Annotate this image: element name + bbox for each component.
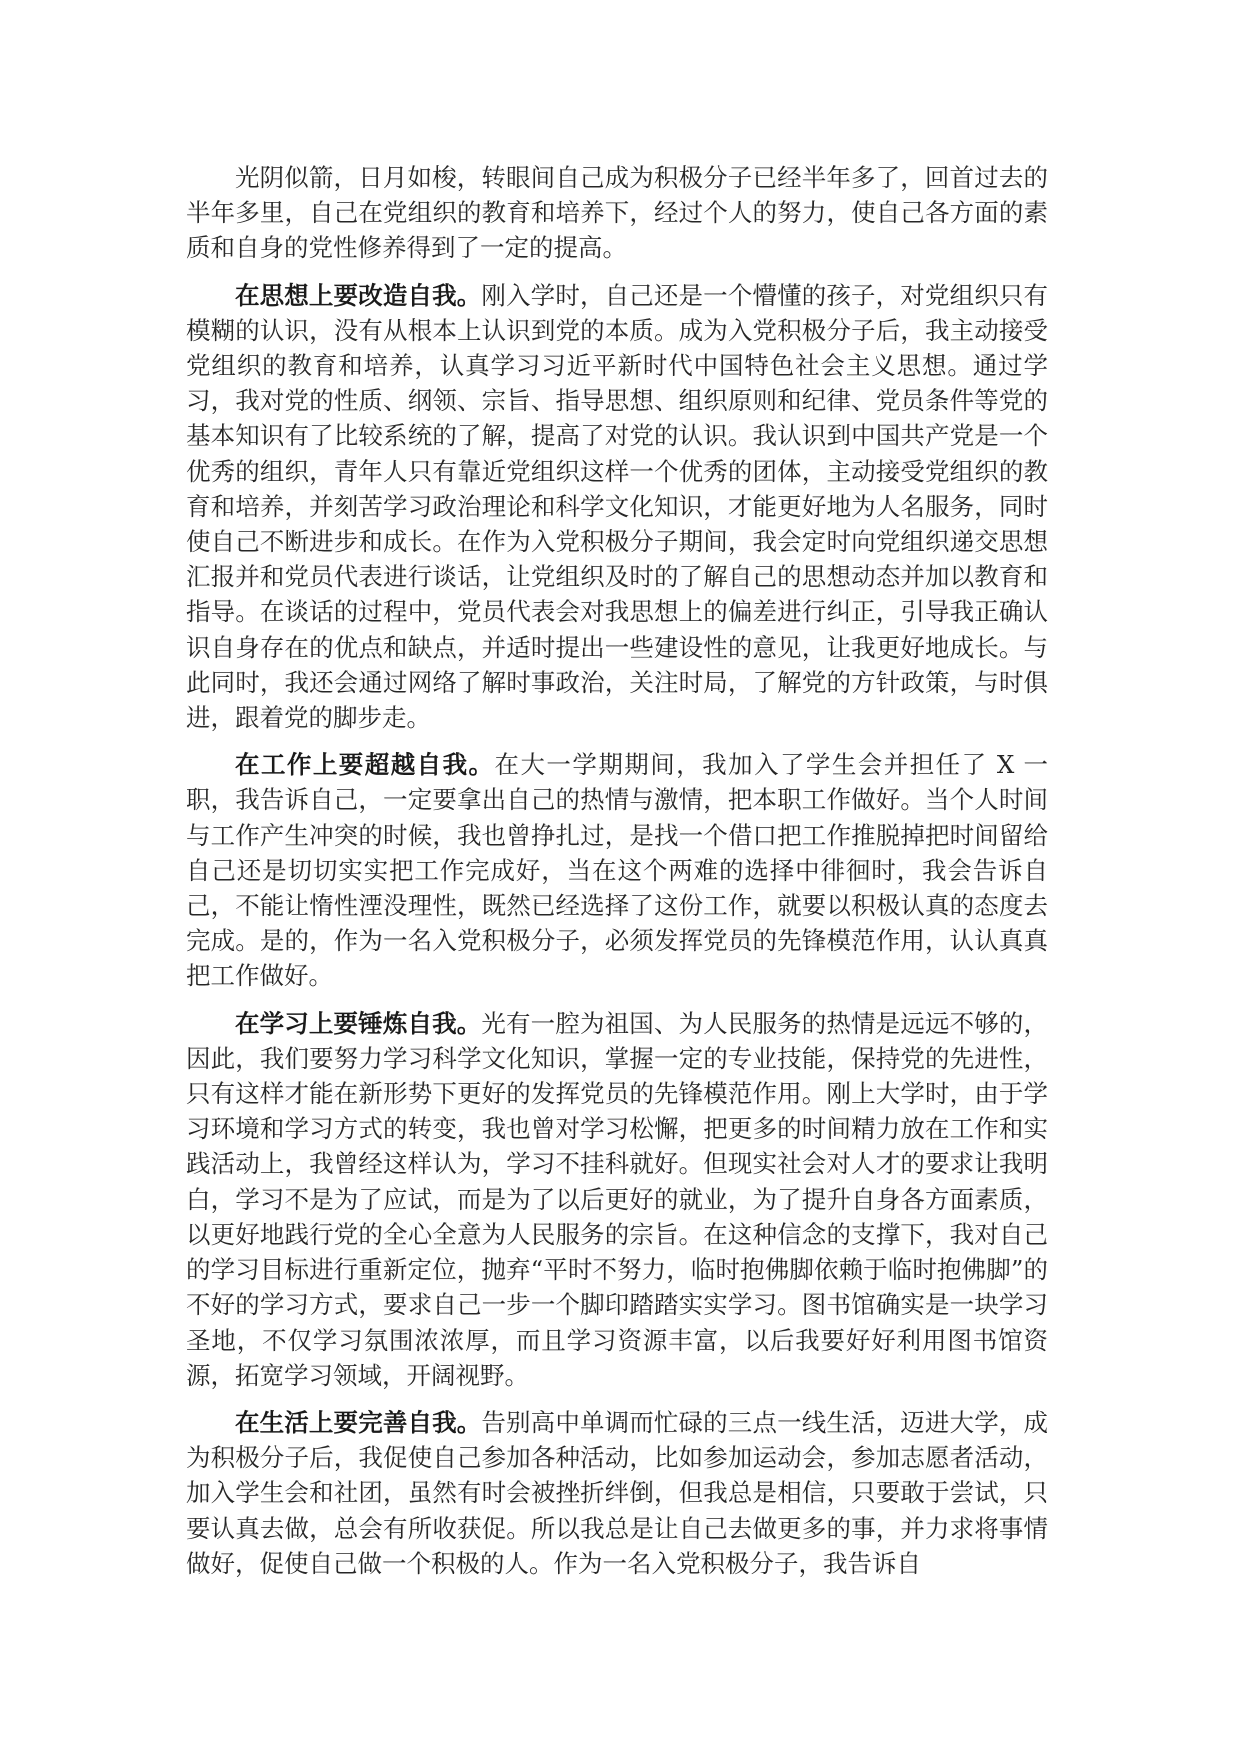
paragraph-study bbox=[186, 1006, 1048, 1393]
paragraph-text: 告别高中单调而忙碌的三点一线生活，迈进大学，成为积极分子后，我促使自己参加各种活动，比如参加运动会，参加志愿者活动，加入学生会和社团，虽然有时会被挫折绊倒，但我总是相信，只要敢于尝试，只要认真去做，总会有所收获促。所以我总是让自己去做更多的事，并力求将事情做好，促使自己做一个积极的人。作为一名入党积极分子，我告诉自 bbox=[186, 1407, 1048, 1578]
document-body bbox=[186, 160, 1048, 1593]
paragraph-heading: 在思想上要改造自我。 bbox=[235, 280, 482, 310]
paragraph-heading: 在生活上要完善自我。 bbox=[235, 1407, 482, 1437]
paragraph-heading: 在学习上要锤炼自我。 bbox=[235, 1008, 482, 1038]
paragraph-thought bbox=[186, 278, 1048, 736]
paragraph-intro bbox=[186, 160, 1048, 266]
paragraph-text: 光有一腔为祖国、为人民服务的热情是远远不够的，因此，我们要努力学习科学文化知识，掌握一定的专业技能，保持党的先进性，只有这样才能在新形势下更好的发挥党员的先锋模范作用。刚上大学时，由于学习环境和学习方式的转变，我也曾对学习松懈，把更多的时间精力放在工作和实践活动上，我曾经这样认为，学习不挂科就好。但现实社会对人才的要求让我明白，学习不是为了应试，而是为了以后更好的就业，为了提升自身各方面素质，以更好地践行党的全心全意为人民服务的宗旨。在这种信念的支撑下，我对自己的学习目标进行重新定位，抛弃“平时不努力，临时抱佛脚依赖于临时抱佛脚”的不好的学习方式，要求自己一步一个脚印踏踏实实学习。图书馆确实是一块学习圣地，不仅学习氛围浓浓厚，而且学习资源丰富，以后我要好好利用图书馆资源，拓宽学习领域，开阔视野。 bbox=[186, 1008, 1048, 1390]
paragraph-text: 在大一学期期间，我加入了学生会并担任了 X 一职，我告诉自己，一定要拿出自己的热情与激情，把本职工作做好。当个人时间与工作产生冲突的时候，我也曾挣扎过，是找一个借口把工作推脱掉把时间留给自己还是切切实实把工作完成好，当在这个两难的选择中徘徊时，我会告诉自己，不能让惰性湮没理性，既然已经选择了这份工作，就要以积极认真的态度去完成。是的，作为一名入党积极分子，必须发挥党员的先锋模范作用，认认真真把工作做好。 bbox=[186, 750, 1049, 991]
paragraph-heading: 在工作上要超越自我。 bbox=[235, 750, 495, 780]
paragraph-work bbox=[186, 747, 1048, 993]
paragraph-life bbox=[186, 1405, 1048, 1581]
paragraph-text: 光阴似箭，日月如梭，转眼间自己成为积极分子已经半年多了，回首过去的半年多里，自己在党组织的教育和培养下，经过个人的努力，使自己各方面的素质和自身的党性修养得到了一定的提高。 bbox=[186, 163, 1048, 263]
paragraph-text: 刚入学时，自己还是一个懵懂的孩子，对党组织只有模糊的认识，没有从根本上认识到党的本质。成为入党积极分子后，我主动接受党组织的教育和培养，认真学习习近平新时代中国特色社会主义思想。通过学习，我对党的性质、纲领、宗旨、指导思想、组织原则和纪律、党员条件等党的基本知识有了比较系统的了解，提高了对党的认识。我认识到中国共产党是一个优秀的组织，青年人只有靠近党组织这样一个优秀的团体，主动接受党组织的教育和培养，并刻苦学习政治理论和科学文化知识，才能更好地为人名服务，同时使自己不断进步和成长。在作为入党积极分子期间，我会定时向党组织递交思想汇报并和党员代表进行谈话，让党组织及时的了解自己的思想动态并加以教育和指导。在谈话的过程中，党员代表会对我思想上的偏差进行纠正，引导我正确认识自身存在的优点和缺点，并适时提出一些建设性的意见，让我更好地成长。与此同时，我还会通过网络了解时事政治，关注时局，了解党的方针政策，与时俱进，跟着党的脚步走。 bbox=[186, 280, 1048, 733]
